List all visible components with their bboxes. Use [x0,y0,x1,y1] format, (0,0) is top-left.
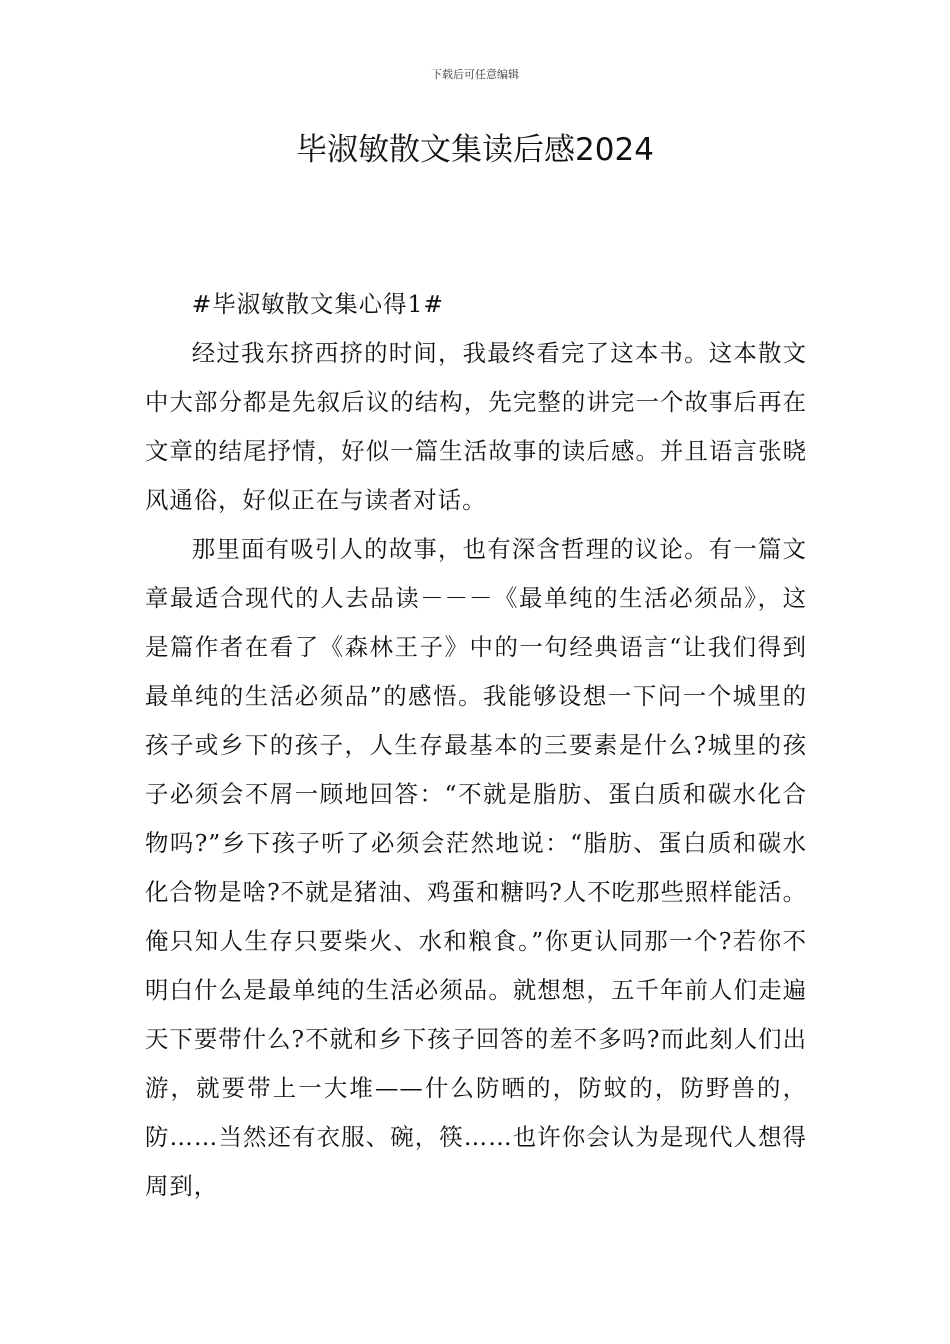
section-heading: #毕淑敏散文集心得1# [191,290,445,318]
document-title: 毕淑敏散文集读后感2024 [296,132,654,168]
document-body [145,280,807,1211]
header-note: 下载后可任意编辑 [431,68,519,81]
body-paragraph-1: 经过我东挤西挤的时间，我最终看完了这本书。这本散文中大部分都是先叙后议的结构，先完整的讲完一个故事后再在文章的结尾抒情，好似一篇生活故事的读后感。并且语言张晓风通俗，好似正在与读者对话。 [145,339,807,514]
body-paragraph-2: 那里面有吸引人的故事，也有深含哲理的议论。有一篇文章最适合现代的人去品读－－－《最单纯的生活必须品》，这是篇作者在看了《森林王子》中的一句经典语言“让我们得到最单纯的生活必须品”的感悟。我能够设想一下问一个城里的孩子或乡下的孩子，人生存最基本的三要素是什么?城里的孩子必须会不屑一顾地回答：“不就是脂肪、蛋白质和碳水化合物吗?”乡下孩子听了必须会茫然地说：“脂肪、蛋白质和碳水化合物是啥?不就是猪油、鸡蛋和糖吗?人不吃那些照样能活。俺只知人生存只要柴火、水和粮食。”你更认同那一个?若你不明白什么是最单纯的生活必须品。就想想，五千年前人们走遍天下要带什么?不就和乡下孩子回答的差不多吗?而此刻人们出游，就要带上一大堆——什么防晒的，防蚊的，防野兽的，防……当然还有衣服、碗，筷……也许你会认为是现代人想得周到， [145,535,807,1200]
